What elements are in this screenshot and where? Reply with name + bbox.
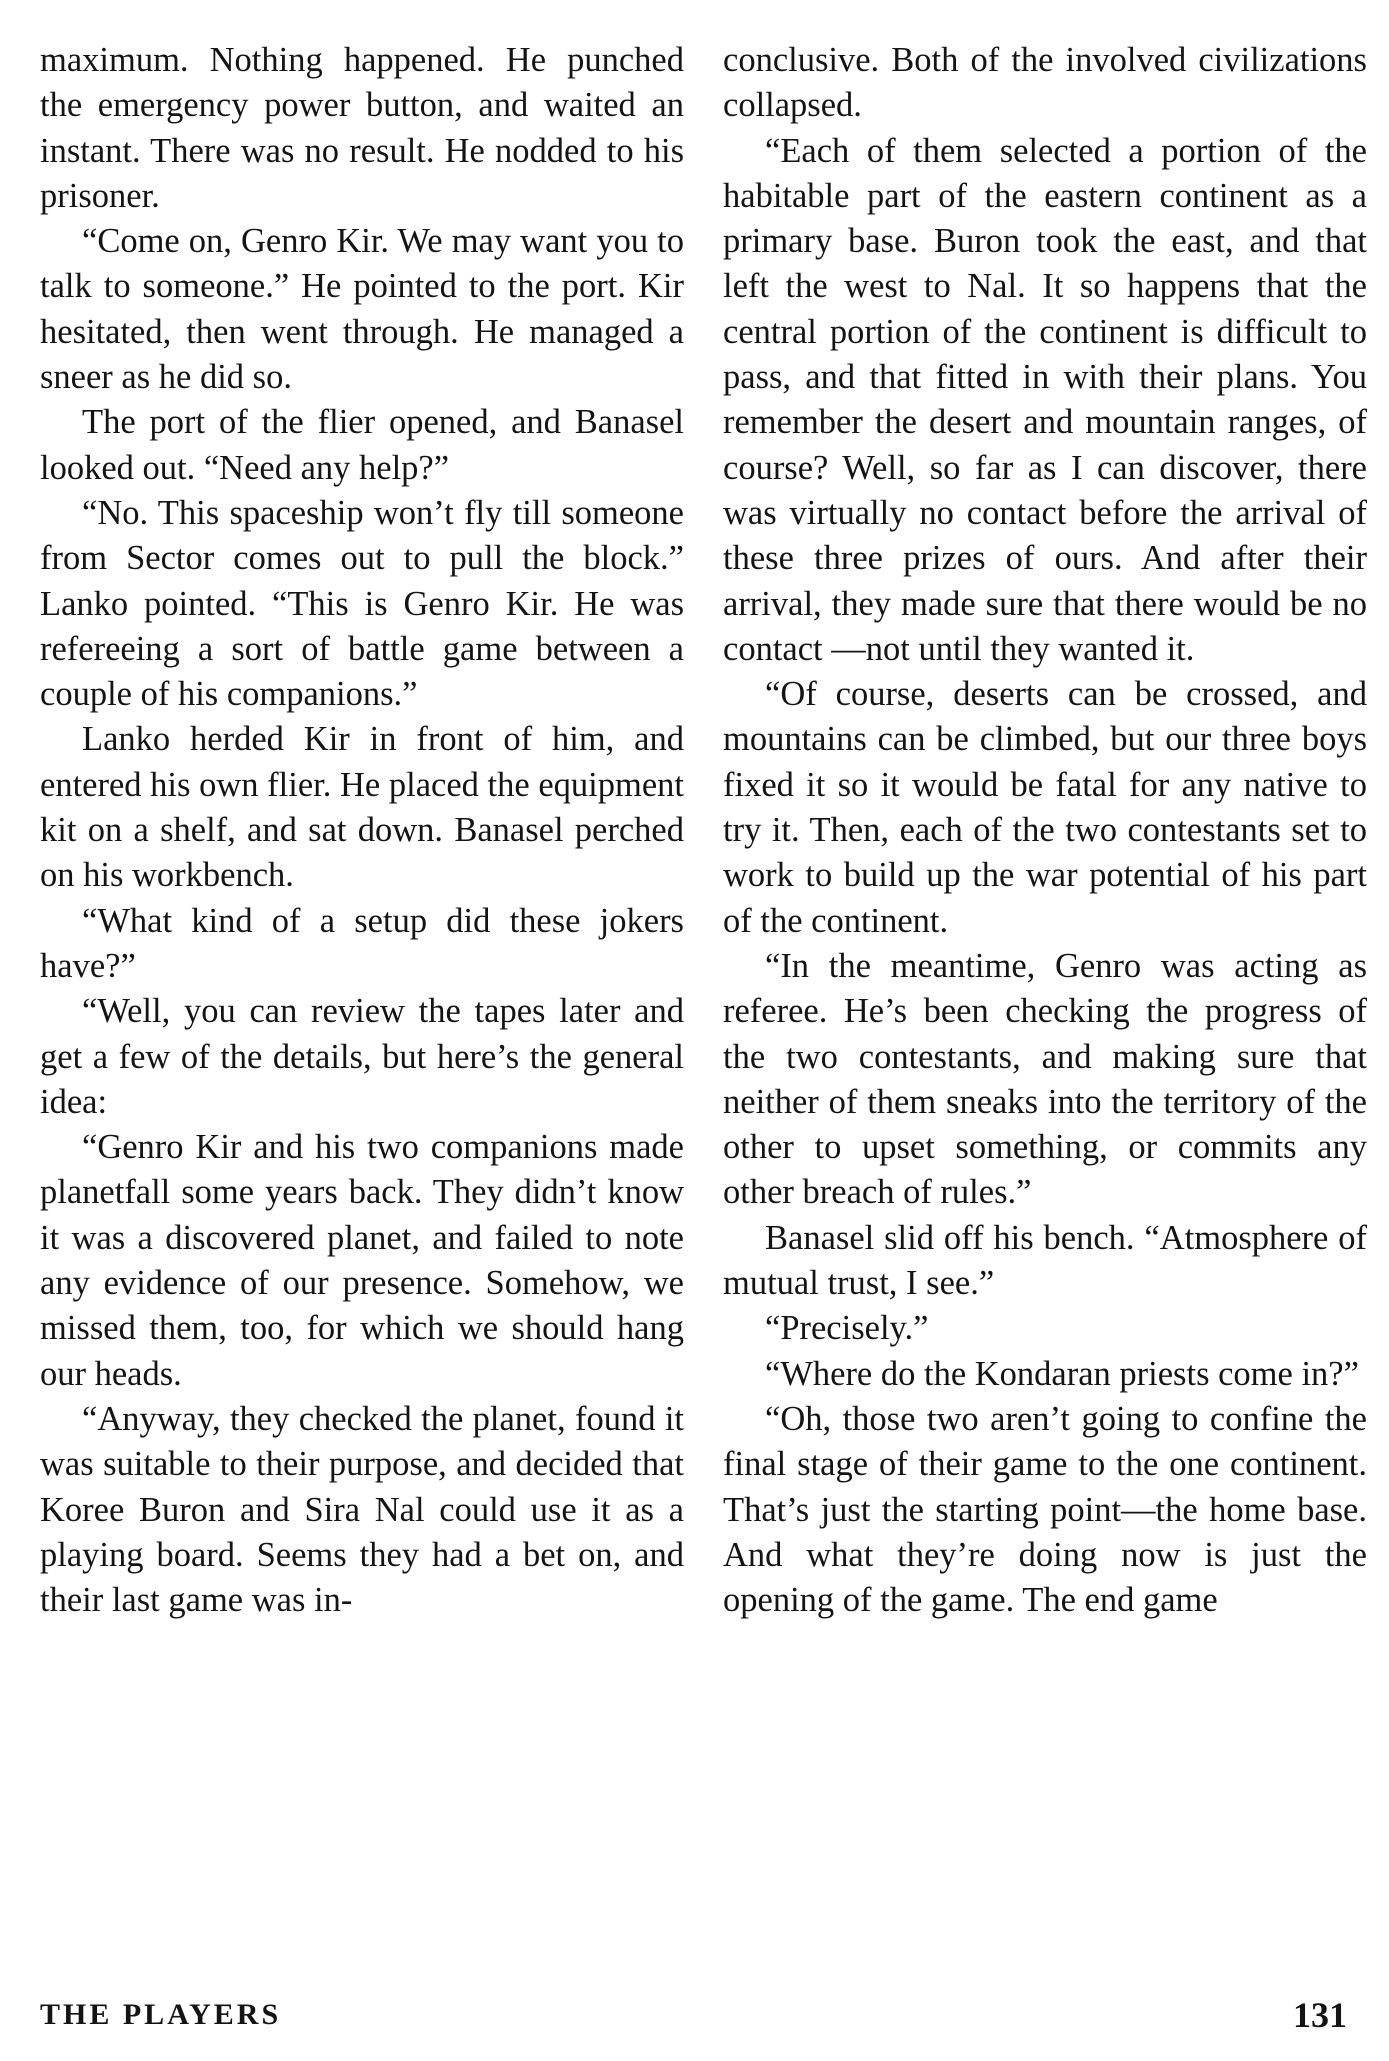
paragraph: Banasel slid off his bench. “Atmosphere of mutual trust, I see.” <box>723 1218 1367 1303</box>
paragraph: “Each of them selected a portion of the habitable part of the eastern continent as a primary base. Buron took the east, and that left the west to Nal. It so happens that the central portion of the continent is difficult to pass, and that fitted in with their plans. You remember the desert and mountain ranges, of course? Well, so far as I can discover, there was virtually no contact before the arrival of these three prizes of ours. And after their arrival, they made sure that there would be no contact —not until they wanted it. <box>723 131 1367 668</box>
paragraph: “Genro Kir and his two companions made planetfall some years back. They didn’t know it was a discovered planet, and failed to note any evidence of our presence. Somehow, we missed them, too, for which we should hang our heads. <box>40 1128 684 1393</box>
paragraph: Lanko herded Kir in front of him, and entered his own flier. He placed the equipment kit on a shelf, and sat down. Banasel perched on his workbench. <box>40 720 684 895</box>
paragraph: “Anyway, they checked the planet, found it was suitable to their purpose, and decided that Koree Buron and Sira Nal could use it as a playing board. Seems they had a bet on, and their last game was in- <box>40 1399 684 1620</box>
right-text-column <box>723 38 1367 1623</box>
paragraph: “Where do the Kondaran priests come in?” <box>765 1354 1359 1393</box>
paragraph: “No. This spaceship won’t fly till someone from Sector comes out to pull the block.” Lanko pointed. “This is Genro Kir. He was refereeing a sort of battle game between a couple of his companions.” <box>40 493 684 714</box>
paragraph: conclusive. Both of the involved civilizations collapsed. <box>723 41 1367 125</box>
paragraph: “What kind of a setup did these jokers have?” <box>40 901 684 985</box>
left-text-column <box>40 38 684 1623</box>
paragraph: “Well, you can review the tapes later and get a few of the details, but here’s the general idea: <box>40 992 684 1121</box>
paragraph: “Oh, those two aren’t going to confine the final stage of their game to the one continent. That’s just the starting point—the home base. And what they’re doing now is just the opening of the game. The end game <box>723 1399 1367 1620</box>
paragraph: “Precisely.” <box>765 1309 929 1348</box>
page-number: 131 <box>1293 1995 1347 2035</box>
paragraph: “In the meantime, Genro was acting as referee. He’s been checking the progress of the two contestants, and making sure that neither of them sneaks into the territory of the other to upset something, or commits any other breach of rules.” <box>723 946 1367 1212</box>
paragraph: The port of the flier opened, and Banasel looked out. “Need any help?” <box>40 403 684 487</box>
paragraph: “Of course, deserts can be crossed, and mountains can be climbed, but our three boys fixed it so it would be fatal for any native to try it. Then, each of the two contestants set to work to build up the war potential of his part of the continent. <box>723 675 1367 940</box>
paragraph: “Come on, Genro Kir. We may want you to talk to someone.” He pointed to the port. Kir hesitated, then went through. He managed a sneer as he did so. <box>40 222 684 397</box>
page-footer <box>40 1995 1347 2048</box>
paragraph: maximum. Nothing happened. He punched the emergency power button, and waited an instant. There was no result. He nodded to his prisoner. <box>40 41 684 215</box>
running-title: THE PLAYERS <box>40 1998 282 2031</box>
